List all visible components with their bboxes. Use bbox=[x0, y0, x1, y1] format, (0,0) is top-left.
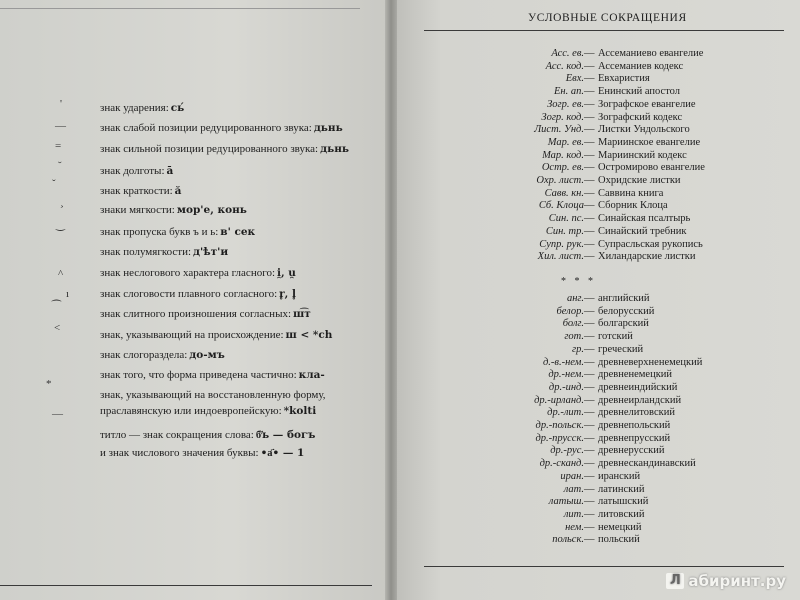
dash-separator: — bbox=[584, 98, 595, 110]
symbol-label: знак того, что форма приведена частично: bbox=[100, 369, 297, 381]
abbreviation-meaning: Синайский требник bbox=[598, 225, 687, 237]
abbreviation: гот. bbox=[564, 331, 584, 343]
abbreviation-meaning: немецкий bbox=[598, 521, 642, 533]
symbol-row bbox=[100, 185, 181, 197]
symbol-row bbox=[100, 267, 296, 279]
symbol-row bbox=[100, 122, 343, 134]
abbreviation: Асс. код. bbox=[545, 60, 584, 72]
dash-separator: — bbox=[584, 331, 595, 343]
dash-separator: — bbox=[584, 305, 595, 317]
symbol-example: до-мъ bbox=[189, 349, 225, 361]
symbol-example: ă bbox=[174, 185, 182, 197]
abbreviation: Супр. рук. bbox=[539, 238, 584, 250]
symbol-label: знак долготы: bbox=[100, 165, 165, 177]
abbreviation-meaning: Мариинское евангелие bbox=[598, 136, 701, 148]
symbol-row bbox=[100, 165, 173, 177]
abbreviation-meaning: английский bbox=[598, 293, 650, 304]
abbreviation: иран. bbox=[560, 470, 584, 482]
symbol-example: ш͡т bbox=[293, 308, 311, 320]
abbreviation-meaning: Остромирово евангелие bbox=[598, 162, 705, 174]
abbreviation-meaning: древнеиндийский bbox=[598, 381, 678, 393]
abbreviation: польск. bbox=[552, 534, 584, 546]
symbol-row bbox=[100, 329, 332, 341]
abbreviation: гр. bbox=[572, 343, 584, 355]
abbreviation: Мар. код. bbox=[542, 149, 584, 161]
left-top-rule bbox=[0, 8, 360, 9]
symbol-label: знак слогораздела: bbox=[100, 349, 188, 361]
symbol-example: i̯, u̯ bbox=[277, 267, 296, 279]
symbol-row bbox=[100, 389, 326, 401]
abbreviation-meaning: латышский bbox=[598, 496, 649, 508]
abbreviation-meaning: болгарский bbox=[598, 318, 649, 330]
watermark bbox=[666, 572, 786, 590]
abbreviation-meaning: древнепольский bbox=[598, 420, 671, 431]
abbreviation-meaning: иранский bbox=[598, 470, 641, 482]
abbreviation-meaning: древневерхненемецкий bbox=[598, 356, 703, 368]
symbol-row bbox=[100, 429, 315, 441]
dash-separator: — bbox=[584, 458, 595, 470]
symbol-row bbox=[100, 204, 247, 216]
abbreviation-meaning: Супрасльская рукопись bbox=[598, 238, 703, 250]
abbreviation: болг. bbox=[562, 318, 584, 330]
symbol-label: знак неслогового характера гласного: bbox=[100, 267, 275, 279]
abbreviation: нем. bbox=[565, 521, 584, 533]
dash-separator: — bbox=[584, 200, 595, 212]
dash-separator: — bbox=[584, 470, 595, 482]
margin-mark: ˇ bbox=[52, 178, 56, 190]
abbreviation-meaning: Мариинский кодекс bbox=[598, 149, 687, 161]
abbreviation-meaning: Саввина книга bbox=[598, 187, 664, 199]
abbreviation-meaning: литовский bbox=[598, 508, 645, 520]
abbreviation: Асс. ев. bbox=[551, 48, 584, 59]
abbreviation-meaning: Охридские листки bbox=[598, 175, 681, 186]
symbol-example: •а҃• — 1 bbox=[260, 447, 305, 459]
abbreviation-meaning: Енинский апостол bbox=[598, 86, 681, 98]
symbol-example: мор'е, конь bbox=[176, 204, 247, 216]
symbol-label: знак сильной позиции редуцированного звука: bbox=[100, 143, 319, 155]
abbreviation: Савв. кн. bbox=[544, 187, 584, 199]
abbreviation: др.-сканд. bbox=[539, 458, 584, 470]
abbreviation: лит. bbox=[563, 508, 584, 520]
margin-mark: ^ bbox=[58, 268, 64, 280]
dash-separator: — bbox=[584, 175, 595, 186]
symbol-label: знак, указывающий на происхождение: bbox=[100, 329, 284, 341]
abbreviation-meaning: древненемецкий bbox=[598, 369, 673, 381]
abbreviation: Евх. bbox=[565, 73, 584, 85]
symbol-example: в' сек bbox=[220, 226, 256, 238]
abbreviation-meaning: Хиландарские листки bbox=[598, 251, 696, 263]
dash-separator: — bbox=[584, 48, 595, 59]
abbreviation: Хил. лист. bbox=[537, 251, 584, 263]
margin-mark: * bbox=[46, 378, 52, 390]
dash-separator: — bbox=[584, 60, 595, 72]
symbol-example: кла- bbox=[298, 369, 325, 381]
abbreviation-meaning: древнеирландский bbox=[598, 394, 682, 406]
dash-separator: — bbox=[584, 356, 595, 368]
dash-separator: — bbox=[584, 343, 595, 355]
symbol-label: знак ударения: bbox=[100, 102, 169, 114]
symbol-example: б҃ъ — богъ bbox=[255, 429, 316, 441]
dash-separator: — bbox=[584, 407, 595, 419]
symbol-example: ш < *ch bbox=[285, 329, 333, 341]
abbreviation-meaning: древнескандинавский bbox=[598, 458, 696, 470]
symbol-row bbox=[100, 246, 228, 258]
abbreviation-meaning: древнерусский bbox=[598, 445, 665, 457]
watermark-logo: Л bbox=[666, 573, 684, 589]
dash-separator: — bbox=[584, 521, 595, 533]
abbreviation-meaning: латинский bbox=[598, 483, 645, 495]
dash-separator: — bbox=[584, 149, 595, 161]
symbol-row bbox=[100, 405, 316, 417]
right-bottom-rule bbox=[424, 566, 784, 567]
margin-mark: ¸ bbox=[60, 196, 64, 208]
dash-separator: — bbox=[584, 381, 595, 393]
symbol-row bbox=[100, 349, 225, 361]
symbol-label: праславянскую или индоевропейскую: bbox=[100, 405, 282, 417]
abbreviation: Зогр. ев. bbox=[547, 98, 584, 110]
abbreviation-meaning: греческий bbox=[598, 343, 644, 355]
abbreviation-meaning: Ассеманиево евангелие bbox=[598, 48, 704, 59]
dash-separator: — bbox=[584, 534, 595, 546]
abbreviation: др.-рус. bbox=[550, 445, 584, 457]
symbol-label: знак слабой позиции редуцированного звука: bbox=[100, 122, 312, 134]
symbol-row bbox=[100, 369, 325, 381]
abbreviation-meaning: польский bbox=[598, 534, 640, 546]
dash-separator: — bbox=[584, 124, 595, 136]
dash-separator: — bbox=[584, 318, 595, 330]
dash-separator: — bbox=[584, 293, 595, 304]
symbol-example: дьнь bbox=[320, 143, 350, 155]
symbol-row bbox=[100, 308, 311, 320]
abbreviation: Син. пс. bbox=[548, 213, 584, 225]
dash-separator: — bbox=[584, 225, 595, 237]
symbol-row bbox=[100, 226, 255, 238]
margin-mark: ‿ bbox=[56, 219, 65, 231]
symbol-example: д'ѣт'и bbox=[193, 246, 229, 258]
abbreviation: др.-ирланд. bbox=[534, 394, 584, 406]
abbreviation-meaning: Евхаристия bbox=[598, 73, 650, 85]
symbol-label: знаки мягкости: bbox=[100, 204, 175, 216]
symbol-row bbox=[100, 102, 184, 114]
dash-separator: — bbox=[584, 238, 595, 250]
dash-separator: — bbox=[584, 86, 595, 98]
symbol-example: сь́ bbox=[170, 102, 185, 114]
abbreviation: Лист. Унд. bbox=[534, 124, 584, 136]
dash-separator: — bbox=[584, 369, 595, 381]
symbol-row bbox=[100, 447, 304, 459]
abbreviation: др.-инд. bbox=[548, 381, 584, 393]
margin-mark: ˘ bbox=[58, 160, 62, 172]
margin-mark: — bbox=[55, 120, 66, 132]
page-title: УСЛОВНЫЕ СОКРАЩЕНИЯ bbox=[528, 12, 687, 24]
margin-mark: ' bbox=[60, 98, 62, 110]
abbreviation: Син. тр. bbox=[545, 225, 584, 237]
abbreviation: Зогр. код. bbox=[541, 111, 584, 123]
abbreviation: др.-нем. bbox=[548, 369, 584, 381]
abbreviation-meaning: Ассеманиев кодекс bbox=[598, 60, 684, 72]
symbol-example: ā bbox=[166, 165, 174, 177]
dash-separator: — bbox=[584, 251, 595, 263]
abbreviation: Остр. ев. bbox=[541, 162, 584, 174]
symbol-label: знак, указывающий на восстановленную форму, bbox=[100, 389, 326, 401]
abbreviation-meaning: Зографское евангелие bbox=[598, 98, 696, 110]
dash-separator: — bbox=[584, 445, 595, 457]
abbreviation-meaning: древнепрусский bbox=[598, 432, 671, 444]
abbreviation-meaning: Сборник Клоца bbox=[598, 200, 668, 212]
symbol-example: *kolti bbox=[283, 405, 317, 417]
dash-separator: — bbox=[584, 136, 595, 148]
abbreviation: лат. bbox=[563, 483, 584, 495]
dash-separator: — bbox=[584, 432, 595, 444]
abbreviation-meaning: Синайская псалтырь bbox=[598, 213, 691, 225]
dash-separator: — bbox=[584, 394, 595, 406]
abbreviation: Охр. лист. bbox=[536, 175, 584, 186]
margin-mark: = bbox=[55, 140, 62, 152]
abbreviation: др.-прусск. bbox=[535, 432, 584, 444]
abbreviation: латыш. bbox=[548, 496, 584, 508]
margin-mark: ⁀ bbox=[52, 301, 61, 313]
dash-separator: — bbox=[584, 162, 595, 174]
symbol-label: знак краткости: bbox=[100, 185, 173, 197]
dash-separator: — bbox=[584, 111, 595, 123]
abbreviation-meaning: Зографский кодекс bbox=[598, 111, 683, 123]
abbreviation: др.-лит. bbox=[547, 407, 584, 419]
abbreviation-meaning: Листки Ундольского bbox=[598, 124, 690, 136]
left-bottom-rule bbox=[0, 585, 372, 586]
symbol-row bbox=[100, 288, 296, 300]
abbreviation: Сб. Клоца bbox=[538, 200, 584, 212]
symbol-label: знак полумягкости: bbox=[100, 246, 192, 258]
dash-separator: — bbox=[584, 483, 595, 495]
abbreviation: Мар. ев. bbox=[547, 136, 584, 148]
dash-separator: — bbox=[584, 496, 595, 508]
abbreviation: белор. bbox=[556, 305, 584, 317]
symbol-label: знак слитного произношения согласных: bbox=[100, 308, 292, 320]
symbol-label: титло — знак сокращения слова: bbox=[100, 429, 254, 441]
symbol-label: знак слоговости плавного согласного: bbox=[100, 288, 278, 300]
abbreviation-meaning: древнелитовский bbox=[598, 407, 675, 419]
symbol-example: дьнь bbox=[313, 122, 343, 134]
dash-separator: — bbox=[584, 508, 595, 520]
section-separator: * * * bbox=[561, 276, 596, 287]
right-page bbox=[392, 0, 800, 600]
abbreviation-meaning: белорусский bbox=[598, 305, 655, 317]
symbol-label: и знак числового значения буквы: bbox=[100, 447, 259, 459]
margin-mark: — bbox=[52, 408, 63, 420]
symbol-example: r̥, l̥ bbox=[279, 288, 296, 300]
abbreviation: др.-польск. bbox=[535, 420, 584, 431]
margin-mark: < bbox=[54, 322, 61, 334]
dash-separator: — bbox=[584, 187, 595, 199]
symbol-row bbox=[100, 143, 349, 155]
margin-mark: ı bbox=[66, 288, 70, 300]
abbreviation: Ен. ап. bbox=[554, 86, 584, 98]
watermark-text: абиринт.ру bbox=[688, 572, 786, 590]
dash-separator: — bbox=[584, 213, 595, 225]
dash-separator: — bbox=[584, 73, 595, 85]
abbreviation: д.-в.-нем. bbox=[542, 356, 584, 368]
symbol-label: знак пропуска букв ъ и ь: bbox=[100, 226, 219, 238]
abbreviation-meaning: готский bbox=[598, 331, 633, 343]
header-rule bbox=[424, 30, 784, 31]
book-gutter bbox=[385, 0, 397, 600]
dash-separator: — bbox=[584, 420, 595, 431]
abbreviation: анг. bbox=[566, 293, 584, 304]
